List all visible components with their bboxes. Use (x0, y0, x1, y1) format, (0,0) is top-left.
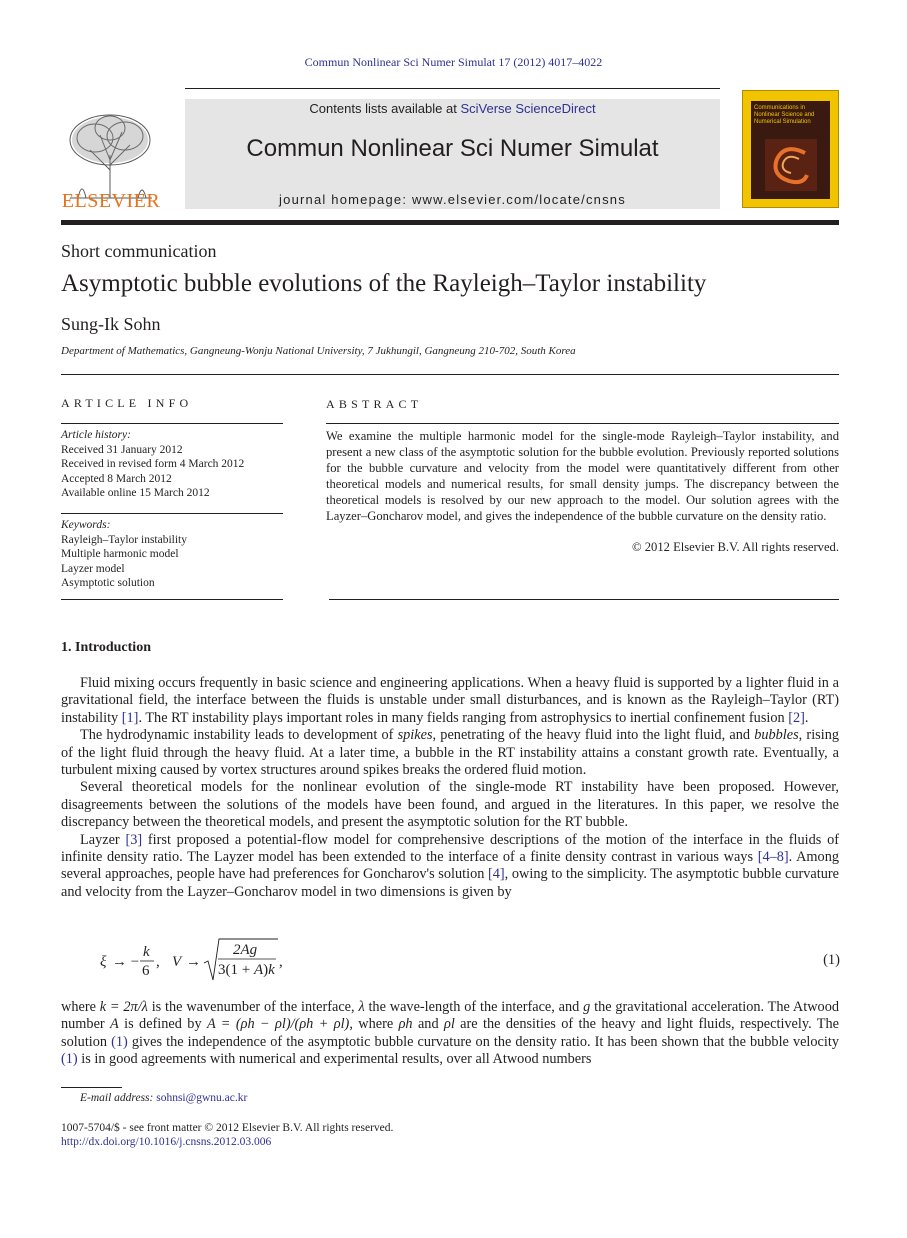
paragraph: Several theoretical models for the nonlinear evolution of the single-mode RT instability have been proposed. However, disagreements between the solutions of the models have been found, and argued in the literatures. In this paper, we resolve the discrepancy between the theoretical models, and present the asymptotic solution for the RT bubble. (61, 779, 839, 831)
text: . The RT instability plays important roles in many fields ranging from astrophysics to inertial confinement fusion (138, 709, 789, 726)
text: the wave-length of the interface, and (364, 999, 584, 1015)
history-label: Article history: (61, 429, 131, 441)
text: , penetrating of the heavy fluid into the light fluid, and (432, 727, 755, 744)
journal-cover-thumbnail[interactable] (742, 90, 839, 208)
svg-text:ξ: ξ (100, 954, 107, 970)
svg-text:V: V (172, 954, 182, 970)
article-title: Asymptotic bubble evolutions of the Rayleigh–Taylor instability (61, 270, 707, 297)
homepage-prefix: journal homepage: (279, 192, 412, 207)
equation-1 (100, 936, 840, 984)
svg-text:6: 6 (142, 963, 150, 979)
issn-line: 1007-5704/$ - see front matter © 2012 Elsevier B.V. All rights reserved. (61, 1122, 394, 1134)
paragraph (61, 999, 839, 1069)
math-inline: k = 2π/λ (99, 999, 148, 1015)
svg-text:3(1 + A)k: 3(1 + A)k (218, 962, 275, 978)
body-paragraphs-2 (61, 999, 839, 1069)
text: is defined by (118, 1016, 207, 1033)
math-inline: A (110, 1016, 119, 1033)
text: . Among several approaches, people have had preferences for Goncharov's solution (61, 849, 839, 883)
keyword-item: Rayleigh–Taylor instability (61, 533, 187, 546)
text: The hydrodynamic instability leads to development of (80, 727, 398, 744)
citation-link[interactable]: [4–8] (757, 849, 789, 866)
article-info-rule (61, 423, 283, 424)
body-paragraphs-1 (61, 675, 839, 901)
text: where (61, 999, 100, 1015)
text: and (412, 1016, 444, 1033)
journal-title: Commun Nonlinear Sci Numer Simulat (246, 135, 659, 162)
svg-text:2Ag: 2Ag (233, 942, 258, 958)
math-inline: ρl (443, 1016, 455, 1033)
keywords-block (61, 518, 283, 591)
paragraph (61, 675, 839, 727)
citation-link[interactable]: [2] (788, 709, 805, 726)
equation-formula (100, 936, 320, 984)
footnote-email (80, 1092, 247, 1104)
contents-line (185, 99, 720, 116)
history-received: Received 31 January 2012 (61, 443, 183, 456)
citation-link[interactable]: [3] (125, 831, 143, 848)
svg-text:→: → (186, 954, 201, 970)
text: is the wavenumber of the interface, (147, 999, 359, 1015)
article-info-bottom-rule (61, 599, 283, 600)
article-type: Short communication (61, 241, 217, 261)
header-thick-rule (61, 220, 839, 225)
contents-prefix: Contents lists available at (309, 101, 461, 116)
math-inline: g (583, 999, 591, 1015)
abstract-rule (326, 423, 839, 424)
text: gives the independence of the asymptotic bubble curvature on the density ratio. It has been shown that the bubble velocity (127, 1033, 839, 1050)
keyword-item: Multiple harmonic model (61, 548, 179, 560)
doi-link[interactable]: http://dx.doi.org/10.1016/j.cnsns.2012.03.006 (61, 1136, 272, 1148)
footnote-label: E-mail address: (80, 1092, 157, 1104)
article-info-heading: ARTICLE INFO (61, 396, 193, 410)
header-top-rule (185, 88, 720, 89)
history-online: Available online 15 March 2012 (61, 487, 210, 499)
author-email-link[interactable]: sohnsi@gwnu.ac.kr (156, 1092, 248, 1104)
text: , rising of the light fluid through the heavy fluid. At a later time, a bubble in the RT instability attains a constant growth rate. Eventually, a turbulent mixing caused by vortex structures around spikes breaks the ordered fluid motion. (61, 727, 840, 779)
abstract-heading: ABSTRACT (326, 397, 423, 411)
citation-link[interactable]: [1] (121, 709, 139, 726)
text: is in good agreements with numerical and experimental results, over all Atwood numbers (77, 1051, 592, 1068)
paragraph (61, 727, 839, 779)
text: . (804, 709, 809, 726)
keywords-rule (61, 513, 283, 514)
text: Layzer (80, 831, 126, 848)
svg-text:,: , (156, 954, 160, 970)
homepage-link[interactable]: www.elsevier.com/locate/cnsns (411, 192, 626, 207)
term-bubbles: bubbles (754, 727, 799, 744)
author-name: Sung-Ik Sohn (61, 314, 161, 334)
svg-text:→ −: → − (112, 954, 140, 970)
text: , owing to the simplicity. The asymptotic bubble curvature and velocity from the Layzer–Goncharov model in two dimensions is given by (61, 866, 839, 900)
math-inline: ρh (398, 1016, 413, 1033)
equation-number: (1) (823, 952, 840, 968)
text: first proposed a potential-flow model for comprehensive descriptions of the motion of the interface in the fluids of infinite density ratio. The Layzer model has been extended to the interface of a finite density contrast in various ways (61, 831, 839, 866)
cover-title: Communications in Nonlinear Science and Numerical Simulation (754, 105, 815, 125)
keyword-item: Layzer model (61, 562, 125, 575)
math-inline: A = (ρh − ρl)/(ρh + ρl) (206, 1016, 350, 1033)
article-history (61, 428, 283, 501)
keywords-label: Keywords: (61, 519, 111, 531)
text: are the densities of the heavy and light fluids, respectively. The solution (61, 1016, 840, 1050)
journal-citation[interactable]: Commun Nonlinear Sci Numer Simulat 17 (2012) 4017–4022 (304, 55, 603, 69)
paragraph (61, 832, 839, 902)
text: the gravitational acceleration. The Atwood number (61, 999, 839, 1033)
equation-link[interactable]: (1) (61, 1051, 78, 1068)
text: Fluid mixing occurs frequently in basic science and engineering applications. When a heavy fluid is supported by a lighter fluid in a gravitational field, the interface between the fluids is unstable under small disturbances, and is known as the Rayleigh–Taylor (RT) instability (61, 675, 839, 726)
history-revised: Received in revised form 4 March 2012 (61, 458, 245, 470)
publisher-wordmark: ELSEVIER (61, 190, 161, 212)
sciencedirect-link[interactable]: SciVerse ScienceDirect (460, 101, 596, 116)
abstract-copyright: © 2012 Elsevier B.V. All rights reserved. (632, 540, 839, 554)
history-accepted: Accepted 8 March 2012 (61, 472, 172, 485)
citation-link[interactable]: [4] (488, 866, 505, 883)
equation-link[interactable]: (1) (111, 1033, 128, 1050)
footnote-rule (61, 1087, 122, 1088)
math-inline: λ (358, 999, 365, 1015)
keyword-item: Asymptotic solution (61, 577, 155, 589)
text: , where (349, 1016, 399, 1033)
term-spikes: spikes (397, 727, 433, 744)
abstract-text: We examine the multiple harmonic model for the single-mode Rayleigh–Taylor instability, and present a new class of the asymptotic solution for the bubble evolution. Previously reported solutions for the bubble curvature and velocity from the model were quantitatively different from other theoretical models and numerical results, for small density jumps. The discrepancy between the theoretical models is resolved by our new approach to the model. Our solution agrees with the Layzer–Goncharov model, and gives the independence of the bubble curvature on the density ratio. (326, 429, 839, 523)
cover-art-image (765, 139, 817, 191)
journal-homepage (185, 192, 720, 207)
abstract-bottom-rule (329, 599, 839, 600)
title-rule (61, 374, 839, 375)
author-affiliation: Department of Mathematics, Gangneung-Wonju National University, 7 Jukhungil, Gangneung 210-702, South Korea (61, 345, 576, 357)
svg-text:,: , (279, 954, 283, 970)
section-heading: 1. Introduction (61, 640, 151, 655)
journal-header-box (185, 99, 720, 209)
svg-text:k: k (143, 944, 150, 960)
cover-panel (751, 101, 830, 199)
